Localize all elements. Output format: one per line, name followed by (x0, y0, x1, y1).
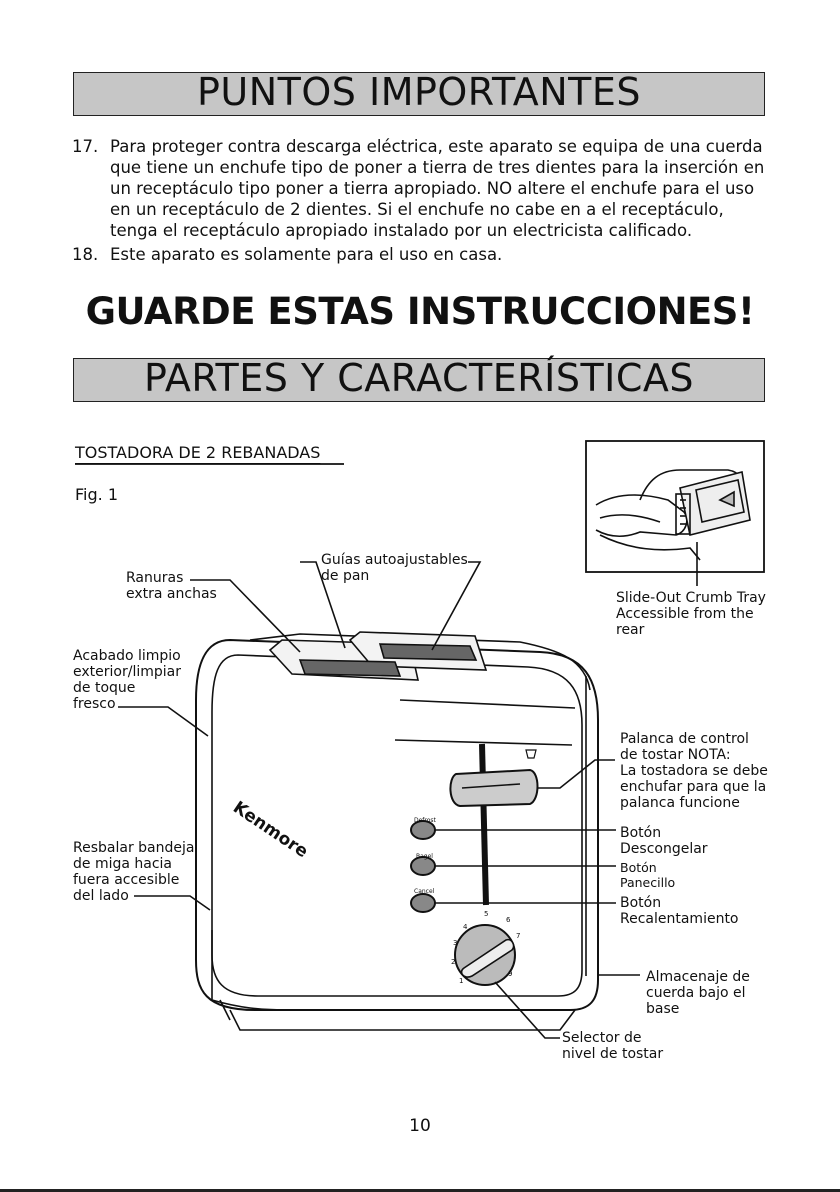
brand-logo: Kenmore (229, 797, 312, 863)
label-palanca: Palanca de control de tostar NOTA: La tostadora se debe enchufar para que la palanca funcione (620, 731, 768, 811)
dial-number: 9 (508, 970, 513, 978)
item-text: Este aparato es solamente para el uso en casa. (110, 245, 503, 264)
dial-number: 5 (484, 910, 489, 918)
label-acabado: Acabado limpio exterior/limpiar de toque fresco (73, 648, 181, 712)
label-selector: Selector de nivel de tostar (562, 1030, 664, 1062)
dial-number: 6 (506, 916, 511, 924)
palanca-leader (538, 760, 615, 788)
dial-number: 4 (463, 923, 468, 931)
defrost-label: Defrost (414, 817, 436, 824)
dial-number: 3 (453, 939, 458, 947)
toast-icon (526, 750, 536, 758)
item-number: 18. (72, 245, 99, 264)
page-number: 10 (409, 1116, 431, 1136)
item-number: 17. (72, 137, 99, 156)
important-points-title: PUNTOS IMPORTANTES (197, 70, 641, 114)
crumb-tray-inset-drawing (596, 470, 750, 560)
label-guias: Guías autoajustables de pan (321, 552, 468, 584)
parts-features-title: PARTES Y CARACTERÍSTICAS (143, 356, 695, 400)
figure-label: Fig. 1 (75, 485, 118, 504)
label-panecillo: Botón Panecillo (620, 860, 676, 890)
dial-number: 1 (459, 977, 464, 985)
item-text: Para proteger contra descarga eléctrica, este aparato se equipa de una cuerda que tiene un enchufe tipo de poner a tierra de tres dientes para la inserción en un receptáculo tipo poner a tierra apropiado. NO altere el enchufe para el uso en un receptáculo de 2 dientes. Si el enchufe no cabe en a el receptáculo, tenga el receptáculo apropiado instalado por un electricista calificado. (110, 137, 765, 240)
label-recalentamiento: Botón Recalentamiento (620, 895, 739, 927)
bagel-label: Bagel (416, 853, 433, 860)
dial-number: 7 (516, 932, 521, 940)
save-instructions-heading: GUARDE ESTAS INSTRUCCIONES! (85, 290, 755, 333)
label-descongelar: Botón Descongelar (620, 825, 708, 857)
dial-number: 2 (451, 958, 456, 966)
label-ranuras: Ranuras extra anchas (126, 570, 217, 602)
cancel-label: Cancel (414, 888, 435, 895)
label-crumb-tray: Slide-Out Crumb Tray Accessible from the rear (616, 590, 766, 638)
label-resbalar: Resbalar bandeja de miga hacia fuera accesible del lado (73, 840, 195, 904)
toaster-subheading: TOSTADORA DE 2 REBANADAS (75, 443, 321, 462)
label-almacenaje: Almacenaje de cuerda bajo el base (646, 969, 750, 1017)
